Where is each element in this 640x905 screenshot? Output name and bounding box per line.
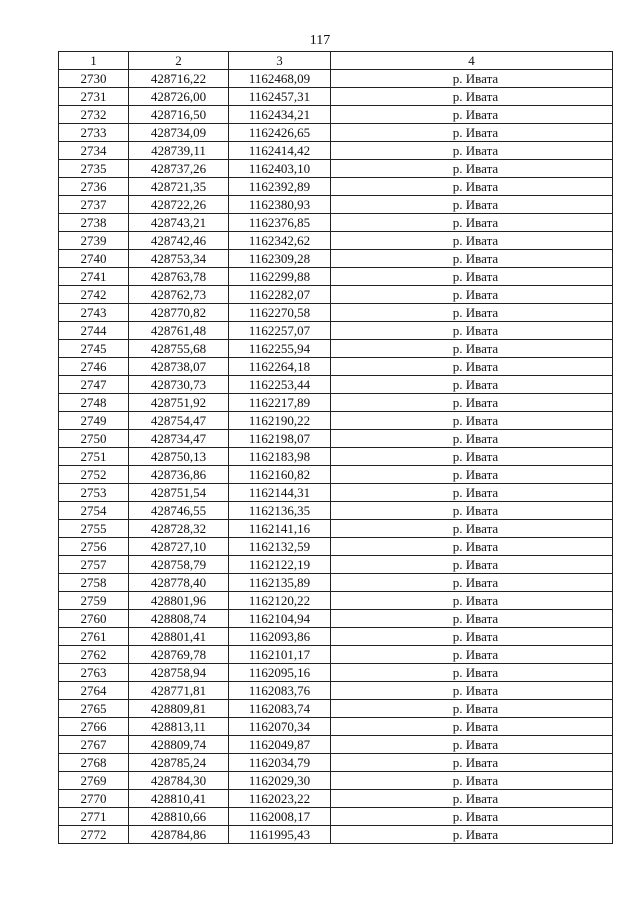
y-coordinate-cell: 1162392,89 <box>229 178 331 196</box>
description-cell: р. Ивата <box>331 736 613 754</box>
column-header-point-number: 1 <box>59 52 129 70</box>
x-coordinate-cell: 428737,26 <box>129 160 229 178</box>
description-cell: р. Ивата <box>331 340 613 358</box>
column-header-description: 4 <box>331 52 613 70</box>
description-cell: р. Ивата <box>331 88 613 106</box>
description-cell: р. Ивата <box>331 376 613 394</box>
point-number-cell: 2764 <box>59 682 129 700</box>
y-coordinate-cell: 1162120,22 <box>229 592 331 610</box>
y-coordinate-cell: 1162457,31 <box>229 88 331 106</box>
x-coordinate-cell: 428808,74 <box>129 610 229 628</box>
point-number-cell: 2748 <box>59 394 129 412</box>
point-number-cell: 2742 <box>59 286 129 304</box>
y-coordinate-cell: 1162198,07 <box>229 430 331 448</box>
x-coordinate-cell: 428769,78 <box>129 646 229 664</box>
point-number-cell: 2741 <box>59 268 129 286</box>
table-row <box>59 664 613 682</box>
table-row <box>59 124 613 142</box>
y-coordinate-cell: 1162034,79 <box>229 754 331 772</box>
y-coordinate-cell: 1162095,16 <box>229 664 331 682</box>
table-row <box>59 682 613 700</box>
table-row <box>59 304 613 322</box>
y-coordinate-cell: 1161995,43 <box>229 826 331 844</box>
point-number-cell: 2767 <box>59 736 129 754</box>
table-row <box>59 808 613 826</box>
x-coordinate-cell: 428784,86 <box>129 826 229 844</box>
point-number-cell: 2740 <box>59 250 129 268</box>
y-coordinate-cell: 1162144,31 <box>229 484 331 502</box>
description-cell: р. Ивата <box>331 610 613 628</box>
description-cell: р. Ивата <box>331 322 613 340</box>
description-cell: р. Ивата <box>331 826 613 844</box>
description-cell: р. Ивата <box>331 214 613 232</box>
table-row <box>59 700 613 718</box>
x-coordinate-cell: 428801,96 <box>129 592 229 610</box>
y-coordinate-cell: 1162403,10 <box>229 160 331 178</box>
description-cell: р. Ивата <box>331 790 613 808</box>
x-coordinate-cell: 428809,81 <box>129 700 229 718</box>
point-number-cell: 2752 <box>59 466 129 484</box>
x-coordinate-cell: 428785,24 <box>129 754 229 772</box>
point-number-cell: 2771 <box>59 808 129 826</box>
y-coordinate-cell: 1162135,89 <box>229 574 331 592</box>
x-coordinate-cell: 428739,11 <box>129 142 229 160</box>
x-coordinate-cell: 428728,32 <box>129 520 229 538</box>
y-coordinate-cell: 1162257,07 <box>229 322 331 340</box>
table-row <box>59 376 613 394</box>
y-coordinate-cell: 1162008,17 <box>229 808 331 826</box>
description-cell: р. Ивата <box>331 70 613 88</box>
description-cell: р. Ивата <box>331 178 613 196</box>
description-cell: р. Ивата <box>331 664 613 682</box>
x-coordinate-cell: 428813,11 <box>129 718 229 736</box>
table-row <box>59 790 613 808</box>
point-number-cell: 2739 <box>59 232 129 250</box>
point-number-cell: 2745 <box>59 340 129 358</box>
x-coordinate-cell: 428758,94 <box>129 664 229 682</box>
table-row <box>59 592 613 610</box>
x-coordinate-cell: 428722,26 <box>129 196 229 214</box>
table-row <box>59 106 613 124</box>
x-coordinate-cell: 428734,47 <box>129 430 229 448</box>
description-cell: р. Ивата <box>331 466 613 484</box>
x-coordinate-cell: 428810,66 <box>129 808 229 826</box>
table-row <box>59 772 613 790</box>
point-number-cell: 2751 <box>59 448 129 466</box>
point-number-cell: 2733 <box>59 124 129 142</box>
x-coordinate-cell: 428721,35 <box>129 178 229 196</box>
x-coordinate-cell: 428801,41 <box>129 628 229 646</box>
coordinates-table <box>58 51 613 844</box>
point-number-cell: 2759 <box>59 592 129 610</box>
x-coordinate-cell: 428809,74 <box>129 736 229 754</box>
point-number-cell: 2753 <box>59 484 129 502</box>
description-cell: р. Ивата <box>331 754 613 772</box>
table-row <box>59 358 613 376</box>
description-cell: р. Ивата <box>331 394 613 412</box>
x-coordinate-cell: 428738,07 <box>129 358 229 376</box>
description-cell: р. Ивата <box>331 448 613 466</box>
description-cell: р. Ивата <box>331 268 613 286</box>
y-coordinate-cell: 1162426,65 <box>229 124 331 142</box>
table-row <box>59 628 613 646</box>
point-number-cell: 2761 <box>59 628 129 646</box>
x-coordinate-cell: 428727,10 <box>129 538 229 556</box>
table-row <box>59 70 613 88</box>
x-coordinate-cell: 428758,79 <box>129 556 229 574</box>
description-cell: р. Ивата <box>331 574 613 592</box>
table-row <box>59 196 613 214</box>
description-cell: р. Ивата <box>331 556 613 574</box>
point-number-cell: 2738 <box>59 214 129 232</box>
x-coordinate-cell: 428751,92 <box>129 394 229 412</box>
y-coordinate-cell: 1162376,85 <box>229 214 331 232</box>
x-coordinate-cell: 428753,34 <box>129 250 229 268</box>
table-row <box>59 556 613 574</box>
table-row <box>59 718 613 736</box>
description-cell: р. Ивата <box>331 772 613 790</box>
point-number-cell: 2737 <box>59 196 129 214</box>
x-coordinate-cell: 428751,54 <box>129 484 229 502</box>
table-row <box>59 322 613 340</box>
point-number-cell: 2734 <box>59 142 129 160</box>
y-coordinate-cell: 1162083,76 <box>229 682 331 700</box>
description-cell: р. Ивата <box>331 196 613 214</box>
description-cell: р. Ивата <box>331 538 613 556</box>
y-coordinate-cell: 1162070,34 <box>229 718 331 736</box>
x-coordinate-cell: 428763,78 <box>129 268 229 286</box>
y-coordinate-cell: 1162253,44 <box>229 376 331 394</box>
description-cell: р. Ивата <box>331 124 613 142</box>
x-coordinate-cell: 428734,09 <box>129 124 229 142</box>
description-cell: р. Ивата <box>331 808 613 826</box>
x-coordinate-cell: 428716,22 <box>129 70 229 88</box>
table-row <box>59 340 613 358</box>
y-coordinate-cell: 1162299,88 <box>229 268 331 286</box>
table-header-row <box>59 52 613 70</box>
table-row <box>59 160 613 178</box>
x-coordinate-cell: 428755,68 <box>129 340 229 358</box>
page-number: 117 <box>309 33 331 48</box>
point-number-cell: 2746 <box>59 358 129 376</box>
x-coordinate-cell: 428736,86 <box>129 466 229 484</box>
description-cell: р. Ивата <box>331 718 613 736</box>
table-row <box>59 538 613 556</box>
description-cell: р. Ивата <box>331 106 613 124</box>
x-coordinate-cell: 428778,40 <box>129 574 229 592</box>
point-number-cell: 2765 <box>59 700 129 718</box>
table-row <box>59 502 613 520</box>
table-row <box>59 610 613 628</box>
description-cell: р. Ивата <box>331 502 613 520</box>
x-coordinate-cell: 428743,21 <box>129 214 229 232</box>
point-number-cell: 2756 <box>59 538 129 556</box>
y-coordinate-cell: 1162468,09 <box>229 70 331 88</box>
y-coordinate-cell: 1162104,94 <box>229 610 331 628</box>
x-coordinate-cell: 428726,00 <box>129 88 229 106</box>
table-row <box>59 736 613 754</box>
description-cell: р. Ивата <box>331 358 613 376</box>
point-number-cell: 2770 <box>59 790 129 808</box>
point-number-cell: 2769 <box>59 772 129 790</box>
description-cell: р. Ивата <box>331 304 613 322</box>
x-coordinate-cell: 428810,41 <box>129 790 229 808</box>
x-coordinate-cell: 428761,48 <box>129 322 229 340</box>
point-number-cell: 2754 <box>59 502 129 520</box>
x-coordinate-cell: 428742,46 <box>129 232 229 250</box>
description-cell: р. Ивата <box>331 520 613 538</box>
y-coordinate-cell: 1162101,17 <box>229 646 331 664</box>
description-cell: р. Ивата <box>331 286 613 304</box>
y-coordinate-cell: 1162183,98 <box>229 448 331 466</box>
y-coordinate-cell: 1162414,42 <box>229 142 331 160</box>
y-coordinate-cell: 1162190,22 <box>229 412 331 430</box>
description-cell: р. Ивата <box>331 142 613 160</box>
y-coordinate-cell: 1162141,16 <box>229 520 331 538</box>
point-number-cell: 2743 <box>59 304 129 322</box>
y-coordinate-cell: 1162270,58 <box>229 304 331 322</box>
y-coordinate-cell: 1162309,28 <box>229 250 331 268</box>
y-coordinate-cell: 1162049,87 <box>229 736 331 754</box>
description-cell: р. Ивата <box>331 592 613 610</box>
table-row <box>59 574 613 592</box>
point-number-cell: 2735 <box>59 160 129 178</box>
y-coordinate-cell: 1162160,82 <box>229 466 331 484</box>
table-row <box>59 754 613 772</box>
point-number-cell: 2747 <box>59 376 129 394</box>
table-row <box>59 484 613 502</box>
y-coordinate-cell: 1162083,74 <box>229 700 331 718</box>
description-cell: р. Ивата <box>331 250 613 268</box>
table-row <box>59 268 613 286</box>
point-number-cell: 2763 <box>59 664 129 682</box>
point-number-cell: 2749 <box>59 412 129 430</box>
table-row <box>59 520 613 538</box>
description-cell: р. Ивата <box>331 412 613 430</box>
y-coordinate-cell: 1162029,30 <box>229 772 331 790</box>
y-coordinate-cell: 1162217,89 <box>229 394 331 412</box>
x-coordinate-cell: 428770,82 <box>129 304 229 322</box>
description-cell: р. Ивата <box>331 700 613 718</box>
x-coordinate-cell: 428730,73 <box>129 376 229 394</box>
y-coordinate-cell: 1162122,19 <box>229 556 331 574</box>
x-coordinate-cell: 428784,30 <box>129 772 229 790</box>
description-cell: р. Ивата <box>331 232 613 250</box>
x-coordinate-cell: 428746,55 <box>129 502 229 520</box>
y-coordinate-cell: 1162023,22 <box>229 790 331 808</box>
point-number-cell: 2731 <box>59 88 129 106</box>
y-coordinate-cell: 1162282,07 <box>229 286 331 304</box>
point-number-cell: 2736 <box>59 178 129 196</box>
column-header-x: 2 <box>129 52 229 70</box>
description-cell: р. Ивата <box>331 646 613 664</box>
point-number-cell: 2768 <box>59 754 129 772</box>
x-coordinate-cell: 428771,81 <box>129 682 229 700</box>
table-row <box>59 214 613 232</box>
point-number-cell: 2755 <box>59 520 129 538</box>
x-coordinate-cell: 428750,13 <box>129 448 229 466</box>
description-cell: р. Ивата <box>331 628 613 646</box>
y-coordinate-cell: 1162434,21 <box>229 106 331 124</box>
table-row <box>59 430 613 448</box>
y-coordinate-cell: 1162342,62 <box>229 232 331 250</box>
x-coordinate-cell: 428762,73 <box>129 286 229 304</box>
point-number-cell: 2760 <box>59 610 129 628</box>
point-number-cell: 2758 <box>59 574 129 592</box>
table-row <box>59 448 613 466</box>
point-number-cell: 2744 <box>59 322 129 340</box>
point-number-cell: 2750 <box>59 430 129 448</box>
table-row <box>59 826 613 844</box>
y-coordinate-cell: 1162264,18 <box>229 358 331 376</box>
y-coordinate-cell: 1162255,94 <box>229 340 331 358</box>
description-cell: р. Ивата <box>331 682 613 700</box>
description-cell: р. Ивата <box>331 484 613 502</box>
x-coordinate-cell: 428754,47 <box>129 412 229 430</box>
column-header-y: 3 <box>229 52 331 70</box>
y-coordinate-cell: 1162136,35 <box>229 502 331 520</box>
y-coordinate-cell: 1162093,86 <box>229 628 331 646</box>
description-cell: р. Ивата <box>331 430 613 448</box>
table-row <box>59 250 613 268</box>
table-row <box>59 466 613 484</box>
table-body <box>59 70 613 844</box>
point-number-cell: 2732 <box>59 106 129 124</box>
point-number-cell: 2757 <box>59 556 129 574</box>
y-coordinate-cell: 1162132,59 <box>229 538 331 556</box>
point-number-cell: 2772 <box>59 826 129 844</box>
point-number-cell: 2730 <box>59 70 129 88</box>
x-coordinate-cell: 428716,50 <box>129 106 229 124</box>
table-row <box>59 88 613 106</box>
table-row <box>59 646 613 664</box>
point-number-cell: 2762 <box>59 646 129 664</box>
y-coordinate-cell: 1162380,93 <box>229 196 331 214</box>
table-row <box>59 178 613 196</box>
table-row <box>59 412 613 430</box>
table-row <box>59 394 613 412</box>
description-cell: р. Ивата <box>331 160 613 178</box>
table-row <box>59 286 613 304</box>
table-row <box>59 142 613 160</box>
point-number-cell: 2766 <box>59 718 129 736</box>
table-row <box>59 232 613 250</box>
